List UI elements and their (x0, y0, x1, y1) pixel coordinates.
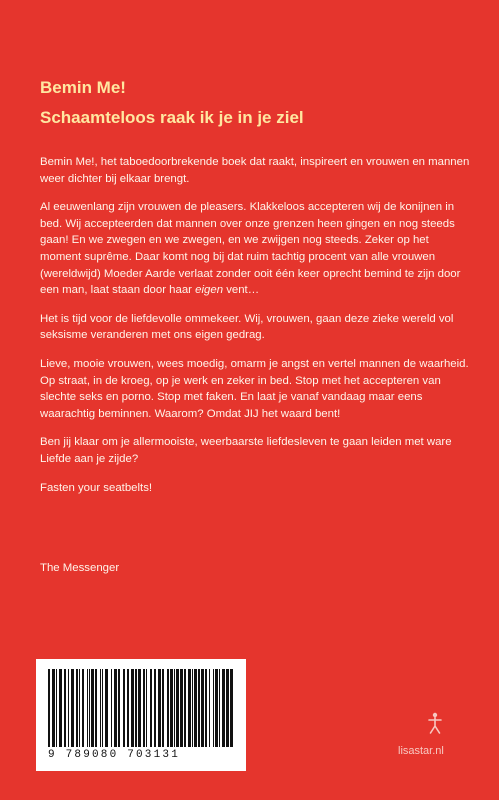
blurb-paragraph-4: Lieve, mooie vrouwen, wees moedig, omarm je angst en vertel mannen de waarheid. Op straat, in de kroeg, op je werk en zeker in bed. Stop met het accepteren van slechte seks en porno. Stop met faken. En laat je vanaf vandaag maar eens waarachtig beminnen. Waarom? Omdat JIJ het waard bent! (40, 357, 469, 420)
star-figure-icon (428, 712, 442, 734)
blurb-paragraph-5: Ben jij klaar om je allermooiste, weerbaarste liefdesleven te gaan leiden met ware Liefde aan je zijde? (40, 436, 452, 465)
barcode-bar (48, 669, 50, 747)
barcode-bar (127, 669, 129, 747)
barcode-bar (176, 669, 179, 747)
blurb-paragraph-2 (40, 199, 470, 299)
barcode-bar (209, 669, 210, 747)
barcode-bar (95, 669, 97, 747)
blurb-emphasis: eigen (195, 284, 224, 297)
blurb (40, 154, 470, 508)
barcode-bar (68, 669, 69, 747)
blurb-paragraph-3: Het is tijd voor de liefdevolle ommekeer. Wij, vrouwen, gaan deze zieke wereld vol seksisme veranderen met ons eigen gedrag. (40, 312, 454, 342)
barcode-bar (87, 669, 88, 747)
barcode-bar (143, 669, 145, 747)
barcode-bar (219, 669, 220, 747)
barcode-bar (59, 669, 62, 747)
barcode-bar (226, 669, 229, 747)
barcode-bar (64, 669, 66, 747)
publisher-name: lisastar.nl (398, 745, 444, 757)
barcode-bar (138, 669, 141, 747)
barcode-bar (158, 669, 161, 747)
book-title: Bemin Me! (40, 78, 126, 97)
barcode-bar (131, 669, 134, 747)
barcode-bar (105, 669, 108, 747)
barcode-bar (123, 669, 125, 747)
blurb-paragraph-6: Fasten your seatbelts! (40, 481, 153, 494)
barcode-bar (162, 669, 164, 747)
barcode-bars (48, 669, 234, 747)
blurb-paragraph-2-end: vent… (223, 284, 260, 297)
barcode-bar (146, 669, 147, 747)
barcode-bar (100, 669, 101, 747)
barcode-bar (167, 669, 169, 747)
barcode-bar (135, 669, 137, 747)
barcode-bar (52, 669, 55, 747)
barcode-bar (91, 669, 94, 747)
barcode-bar (198, 669, 200, 747)
barcode-bar (213, 669, 214, 747)
barcode-bar (194, 669, 197, 747)
barcode-bar (76, 669, 78, 747)
barcode-bar (71, 669, 74, 747)
barcode-bar (56, 669, 57, 747)
barcode-bar (118, 669, 120, 747)
barcode-bar (154, 669, 156, 747)
barcode-bar (180, 669, 183, 747)
barcode-bar (192, 669, 193, 747)
barcode-bar (205, 669, 207, 747)
barcode-bar (188, 669, 191, 747)
barcode-bar (111, 669, 112, 747)
barcode-bar (82, 669, 84, 747)
author-signature: The Messenger (40, 562, 120, 574)
barcode-bar (170, 669, 173, 747)
barcode-bar (79, 669, 80, 747)
barcode-bar (230, 669, 233, 747)
book-subtitle: Schaamteloos raak ik je in je ziel (40, 108, 304, 127)
isbn-barcode (36, 659, 246, 771)
barcode-bar (201, 669, 204, 747)
barcode-bar (114, 669, 117, 747)
isbn-number: 9 789080 703131 (48, 749, 181, 761)
blurb-paragraph-2-text: Al eeuwenlang zijn vrouwen de pleasers. Klakkeloos accepteren wij de konijnen in bed. Wij accepteerden dat mannen over onze grenzen heen gingen en nog steeds gaan! En we zwegen en we zwegen, en we zwijgen nog steeds. Zeker op het moment suprême. Daar komt nog bij dat ruim tachtig procent van alle vrouwen (wereldwijd) Moeder Aarde verlaat zonder ooit één keer oprecht bemind te zijn door een man, laat staan door haar (40, 201, 461, 297)
barcode-bar (184, 669, 186, 747)
barcode-bar (102, 669, 103, 747)
barcode-bar (222, 669, 225, 747)
barcode-bar (150, 669, 152, 747)
barcode-bar (89, 669, 90, 747)
blurb-paragraph-1: Bemin Me!, het taboedoorbrekende boek dat raakt, inspireert en vrouwen en mannen weer dichter bij elkaar brengt. (40, 156, 470, 185)
barcode-bar (174, 669, 175, 747)
barcode-bar (215, 669, 218, 747)
